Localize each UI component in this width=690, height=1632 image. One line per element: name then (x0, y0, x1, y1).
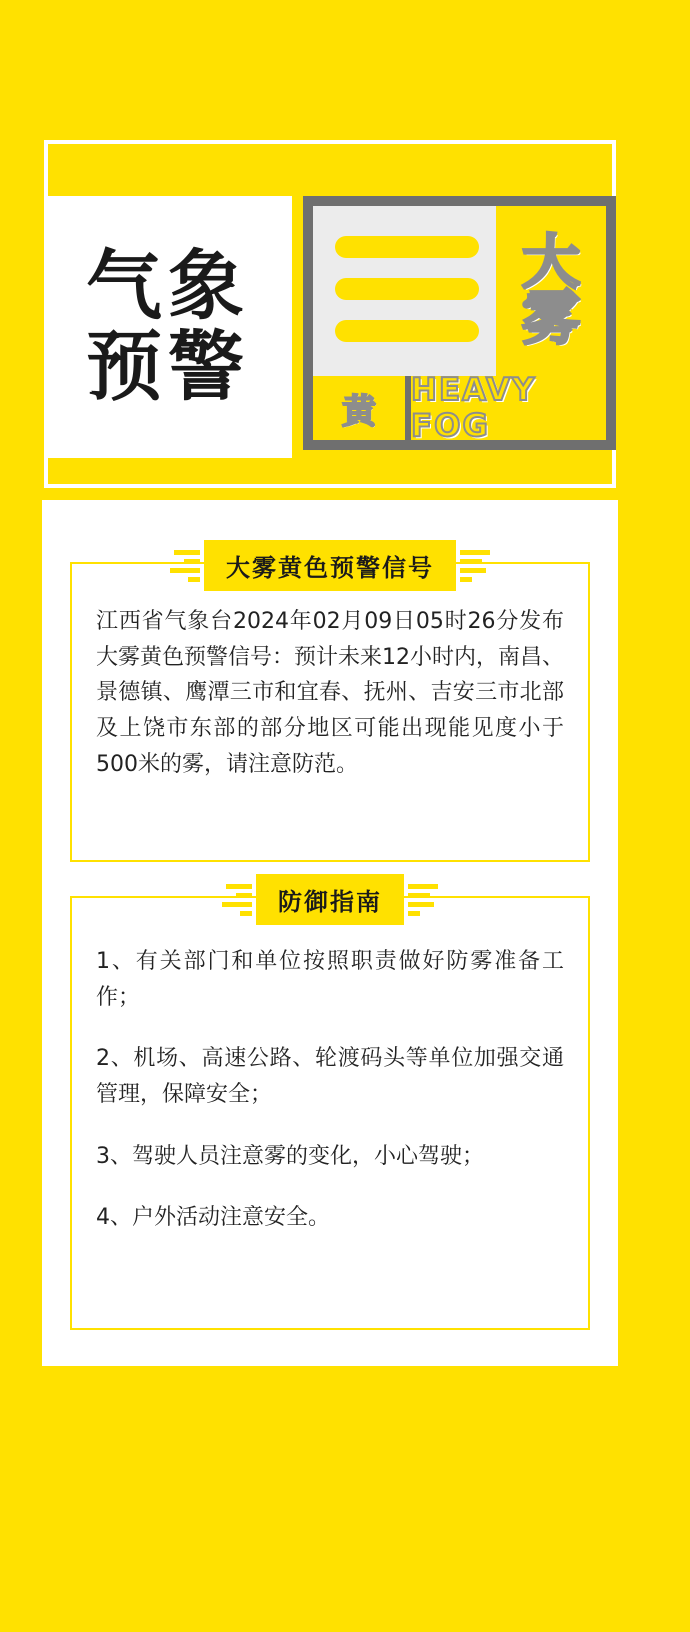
level-label-panel (313, 376, 405, 440)
sign-bottom-row (313, 372, 606, 444)
fog-bar-2 (335, 278, 479, 300)
warning-sign-graphic (303, 196, 616, 450)
guide-section (70, 888, 590, 1330)
level-label-text: 黄 (342, 391, 376, 432)
poster-title-line-1: 气象 (86, 241, 250, 331)
content-card (42, 500, 618, 1366)
fog-bar-3 (335, 320, 479, 342)
guide-section-title-wrap (72, 874, 588, 925)
guide-section-title: 防御指南 (278, 888, 382, 916)
guide-item: 1、有关部门和单位按照职责做好防雾准备工作； (96, 949, 564, 1010)
poster-title-line-2: 预警 (86, 322, 250, 411)
warning-section (70, 554, 590, 862)
english-label-panel (411, 372, 606, 444)
fog-bar-1 (335, 236, 479, 258)
poster-title (44, 196, 292, 458)
guide-section-body (72, 898, 588, 1254)
fog-lines-icon (313, 206, 501, 376)
guide-title-dashes-left (218, 884, 256, 916)
title-dashes-left (166, 550, 204, 582)
warning-section-title: 大雾黄色预警信号 (226, 554, 434, 582)
title-dashes-right (456, 550, 494, 582)
sign-top-row (313, 206, 606, 376)
fog-label-char-2: 雾 (521, 284, 580, 352)
guide-section-title-band (256, 874, 404, 925)
english-label-text: HEAVY FOG (411, 372, 537, 444)
fog-label-panel (496, 206, 606, 376)
guide-title-dashes-right (404, 884, 442, 916)
guide-item: 4、户外活动注意安全。 (96, 1205, 330, 1231)
guide-item: 3、驾驶人员注意雾的变化，小心驾驶； (96, 1143, 484, 1169)
fog-label-char-1: 大 (521, 228, 580, 297)
warning-section-title-wrap (72, 540, 588, 591)
warning-section-title-band (204, 540, 456, 591)
guide-item: 2、机场、高速公路、轮渡码头等单位加强交通管理，保障安全； (96, 1046, 564, 1107)
warning-section-body: 江西省气象台2024年02月09日05时26分发布大雾黄色预警信号：预计未来12小时内，南昌、景德镇、鹰潭三市和宜春、抚州、吉安三市北部及上饶市东部的部分地区可能出现能见度小于500米的雾，请注意防范。 (96, 609, 564, 777)
